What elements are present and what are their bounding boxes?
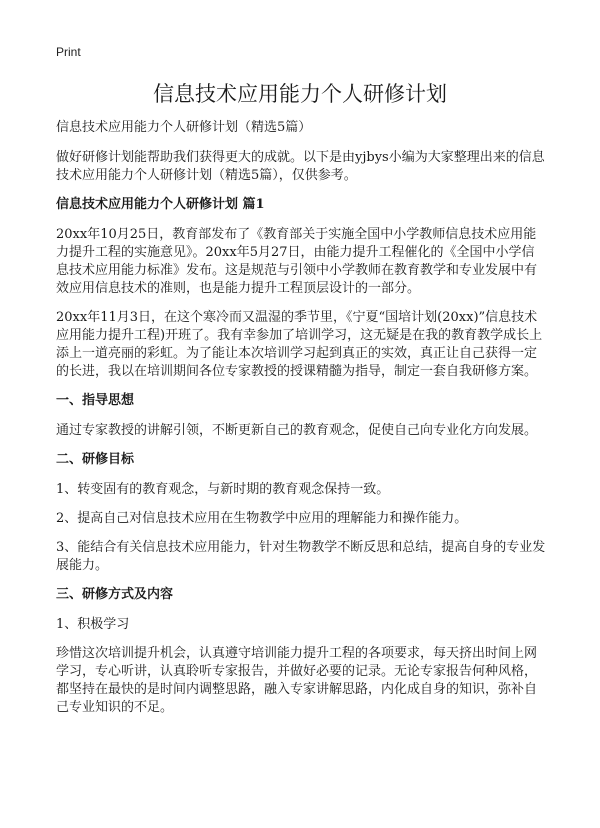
intro-paragraph: 做好研修计划能帮助我们获得更大的成就。以下是由yjbys小编为大家整理出来的信息技术应用能力个人研修计划（精选5篇），仅供参考。	[56, 150, 545, 183]
section-3-heading: 三、研修方式及内容	[56, 587, 174, 602]
paragraph-1: 20xx年10月25日，教育部发布了《教育部关于实施全国中小学教师信息技术应用能力提升工程的实施意见》。20xx年5月27日，由能力提升工程催化的《全国中小学信息技术应用能力标准》发布。这是规范与引领中小学教师在教育教学和专业发展中有效应用信息技术的准则，也是能力提升工程顶层设计的一部分。	[56, 227, 538, 296]
method-1: 1、积极学习	[56, 617, 130, 632]
goal-3: 3、能结合有关信息技术应用能力，针对生物教学不断反思和总结，提高自身的专业发展能力。	[56, 540, 546, 573]
method-1-text: 珍惜这次培训提升机会，认真遵守培训能力提升工程的各项要求，每天挤出时间上网学习，专心听讲，认真聆听专家报告，并做好必要的记录。无论专家报告何种风格，都坚持在最快的是时间内调整思路，融入专家讲解思路，内化成自身的知识，弥补自己专业知识的不足。	[56, 646, 538, 715]
section-2-heading: 二、研修目标	[56, 452, 135, 467]
page-title: 信息技术应用能力个人研修计划	[153, 82, 447, 106]
print-link[interactable]: Print	[56, 45, 81, 59]
article-subtitle: 信息技术应用能力个人研修计划（精选5篇）	[56, 120, 312, 135]
article-body	[56, 119, 546, 728]
paragraph-2: 20xx年11月3日，在这个寒冷而又温湿的季节里，《宁夏“国培计划(20xx)”信息技术应用能力提升工程)开班了。我有幸参加了培训学习，这无疑是在我的教育教学成长上添上一道亮丽的彩虹。为了能让本次培训学习起到真正的实效，真正让自己获得一定的长进，我以在培训期间各位专家教授的授课精髓为指导，制定一套自我研修方案。	[56, 310, 543, 379]
goal-2: 2、提高自己对信息技术应用在生物教学中应用的理解能力和操作能力。	[56, 511, 468, 526]
goal-1: 1、转变固有的教育观念，与新时期的教育观念保持一致。	[56, 482, 390, 497]
section-1-text: 通过专家教授的讲解引领，不断更新自己的教育观念，促使自己向专业化方向发展。	[56, 423, 538, 438]
article-heading: 信息技术应用能力个人研修计划 篇1	[56, 197, 265, 212]
section-1-heading: 一、指导思想	[56, 393, 135, 408]
